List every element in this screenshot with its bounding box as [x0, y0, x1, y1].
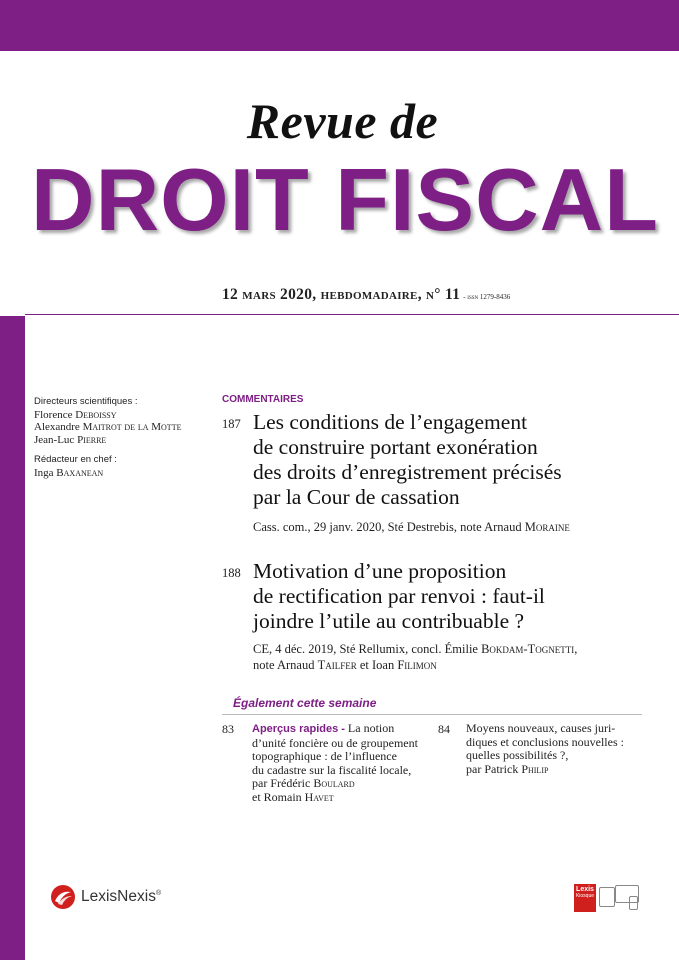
section-label-commentaires: COMMENTAIRES: [222, 394, 304, 405]
top-color-bar: [0, 0, 679, 51]
side-color-bar: [0, 316, 25, 960]
lexisnexis-emblem-icon: [50, 884, 76, 910]
editorial-credits: [34, 396, 214, 479]
article-title[interactable]: Motivation d’une proposition de rectification par renvoi : faut-il joindre l’utile au contribuable ?: [253, 559, 545, 633]
article-number: 188: [222, 566, 241, 580]
article-meta: CE, 4 déc. 2019, Sté Rellumix, concl. Émilie Bokdam-Tognetti, note Arnaud Tailfer et Ioan Filimon: [253, 642, 578, 672]
director-name: Florence Deboissy: [34, 408, 117, 421]
editor-name: Inga Baxanean: [34, 466, 104, 479]
issn: - issn 1279-8436: [463, 293, 511, 301]
kiosque-badge[interactable]: [574, 884, 638, 912]
directors-role: Directeurs scientifiques :: [34, 396, 138, 407]
brief-text[interactable]: Moyens nouveaux, causes juri- diques et conclusions nouvelles : quelles possibilités ?, par Patrick Philip: [466, 721, 624, 776]
brief-number: 83: [222, 722, 234, 736]
masthead-title: DROIT FISCAL: [31, 150, 659, 249]
publisher-trademark: ®: [155, 889, 162, 897]
article-title[interactable]: Les conditions de l’engagement de construire portant exonération des droits d’enregistrement précisés par la Cour de cassation: [253, 410, 562, 509]
header-divider: [25, 314, 679, 315]
kiosque-badge-bottom: Kiosque: [575, 893, 595, 899]
issue-info: [222, 286, 510, 304]
brief-text[interactable]: Aperçus rapides - La notion d’unité foncière ou de groupement topographique : de l’influence du cadastre sur la fiscalité locale, par Frédéric Boulard et Romain Havet: [252, 721, 418, 804]
article-meta: Cass. com., 29 janv. 2020, Sté Destrebis, note Arnaud Moraine: [253, 520, 570, 534]
tablet-icon: [599, 887, 615, 907]
phone-icon: [629, 896, 638, 910]
director-name: Jean-Luc Pierre: [34, 433, 107, 446]
publisher-name: LexisNexis: [81, 888, 156, 905]
also-this-week-label: Également cette semaine: [233, 696, 377, 710]
also-divider: [222, 714, 642, 715]
article-number: 187: [222, 417, 241, 431]
issue-date: 12 mars 2020, hebdomadaire, n° 11: [222, 286, 461, 303]
masthead-subtitle: Revue de: [246, 93, 439, 149]
director-name: Alexandre Maitrot de la Motte: [34, 421, 182, 433]
kiosque-logo-box: [574, 884, 596, 912]
publisher-logo: [50, 884, 161, 910]
brief-number: 84: [438, 722, 450, 736]
editor-role: Rédacteur en chef :: [34, 454, 117, 465]
kiosque-badge-top: Lexis: [576, 886, 594, 893]
